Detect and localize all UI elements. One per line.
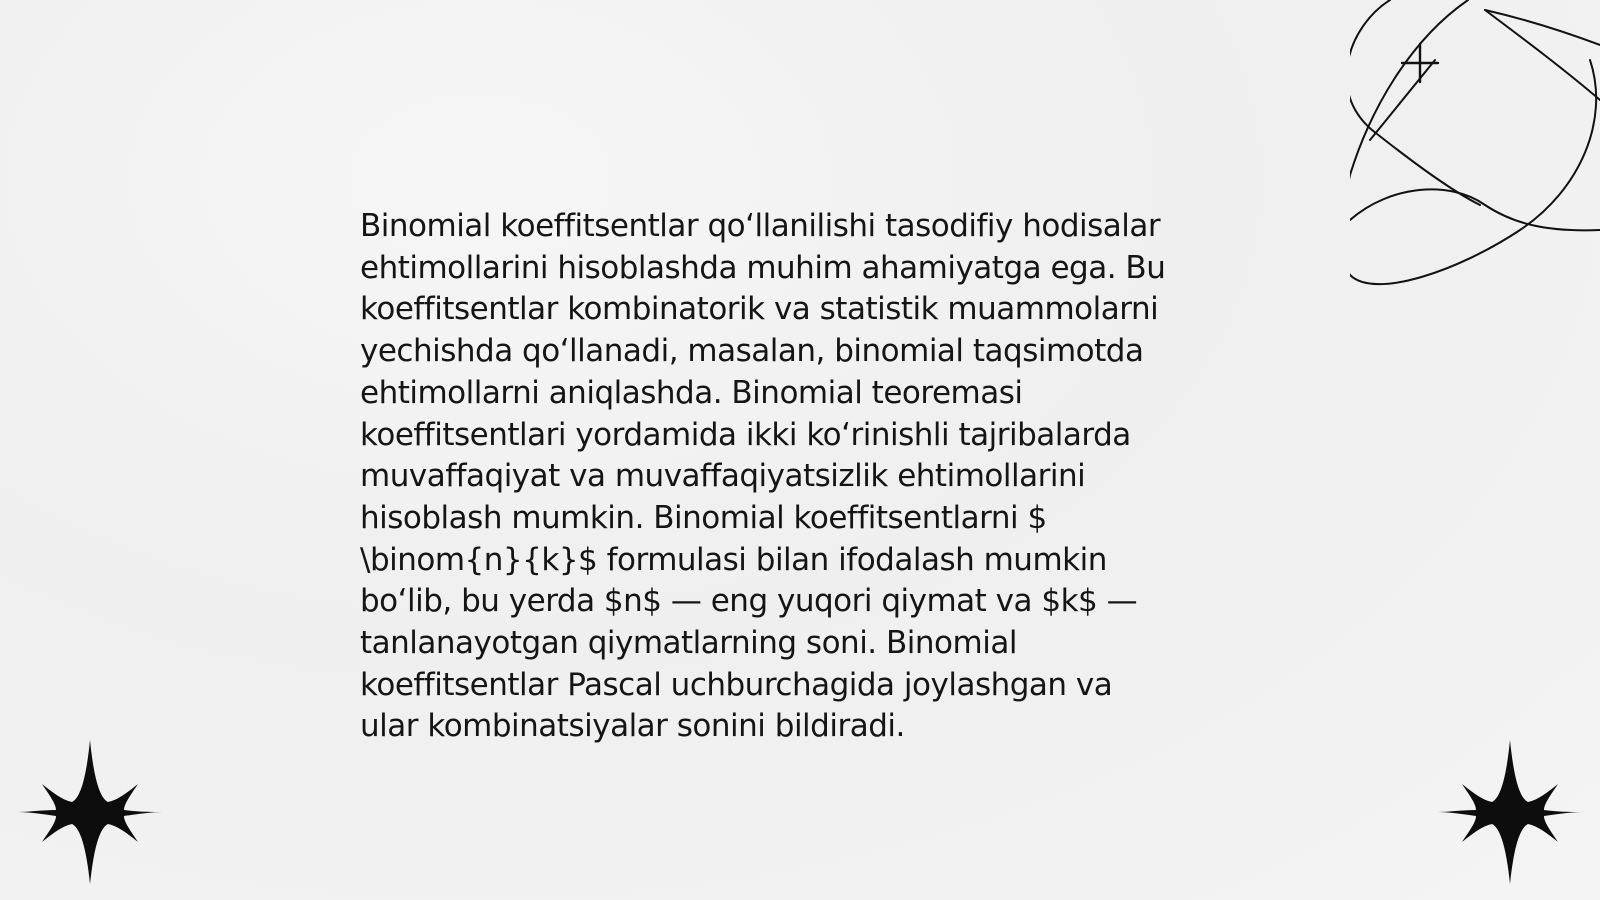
small-sparkle-icon: [1402, 44, 1438, 82]
four-point-star-icon: [18, 740, 162, 884]
four-point-star-icon: [1438, 740, 1582, 884]
orbit-sparkle-icon: [1350, 0, 1600, 290]
slide-body-text: Binomial koeffitsentlar qo‘llanilishi tasodifiy hodisalar ehtimollarini hisoblashda muhim ahamiyatga ega. Bu koeffitsentlar kombinatorik va statistik muammolarni yechishda qo‘llanadi, masalan, binomial taqsimotda ehtimollarni aniqlashda. Binomial teoremasi koeffitsentlari yordamida ikki ko‘rinishli tajribalarda muvaffaqiyat va muvaffaqiyatsizlik ehtimollarini hisoblash mumkin. Binomial koeffitsentlarni $ \binom{n}{k}$ formulasi bilan ifodalash mumkin bo‘lib, bu yerda $n$ — eng yuqori qiymat va $k$ — tanlanayotgan qiymatlarning soni. Binomial koeffitsentlar Pascal uchburchagida joylashgan va ular kombinatsiyalar sonini bildiradi.: [360, 208, 1166, 745]
